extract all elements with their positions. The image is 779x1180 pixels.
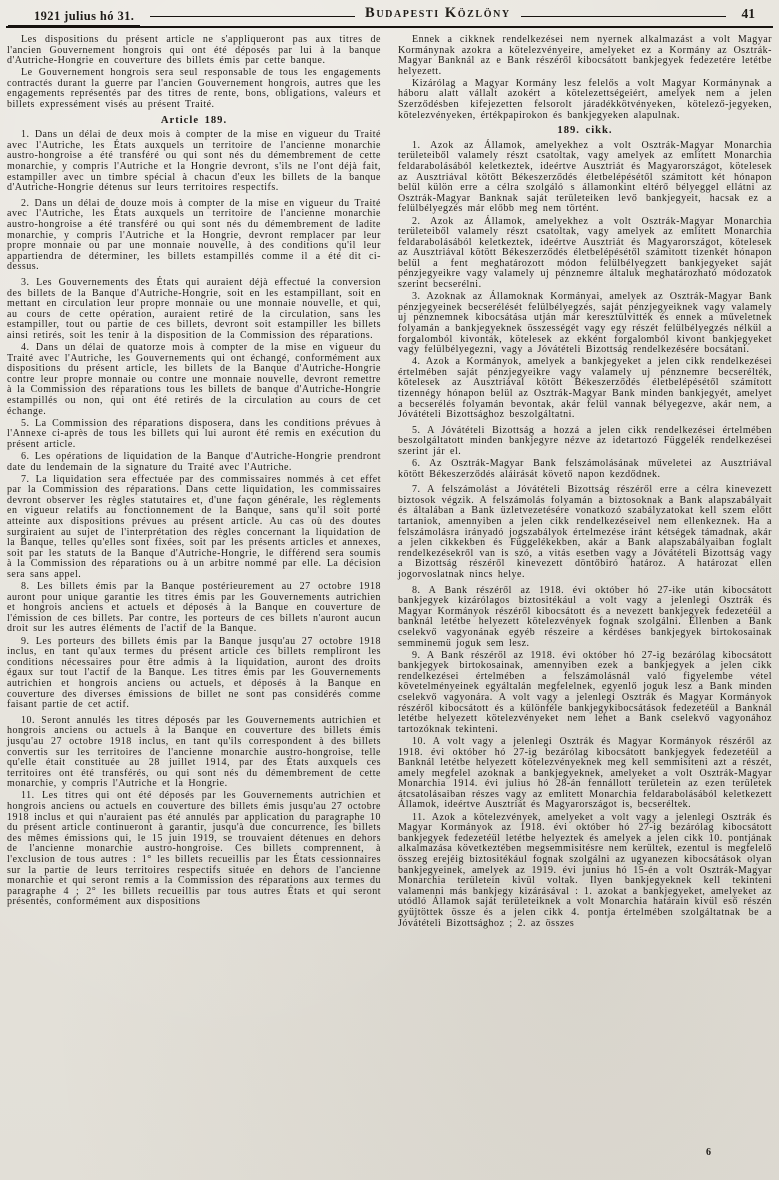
paragraph: 2. Dans un délai de douze mois à compter de la mise en vigueur du Traité avec l'Autriche, les États auxquels un territoire de l'ancienne monarchie austro-hongroise a été transféré ou qui sont nés du démembrement de ladite monarchie, y compris l'Autriche et la Hongrie, devront remplacer par leur propre monnaie ou par une monnaie nouvelle, à des conditions qu'il leur appartiendra de déterminer, les billets estampillés comme il a été dit ci-dessus.	[7, 197, 381, 273]
article-body	[6, 28, 773, 1150]
paragraph: 10. Seront annulés les titres déposés par les Gouvernements autrichien et hongrois anciens ou actuels à la Banque en couverture des billets émis jusqu'au 27 octobre 1918 inclus, en tant qu'ils correspondent à des billets convertis sur les territoires de l'ancienne monarchie austro-hongroise, telle qu'elle était constituée au 28 juillet 1914, par des États auxquels ces territoires ont été transférés, ou qui sont nés du démembrement de cette monarchie, y compris l'Autriche et la Hongrie.	[7, 714, 381, 790]
signature-mark: 6	[706, 1147, 711, 1158]
paragraph: 3. Les Gouvernements des États qui auraient déjà effectué la conversion des billets de la Banque d'Autriche-Hongrie, soit en les estampillant, soit en mettant en circulation leur propre monnaie ou une monnaie nouvelle, et qui, au cours de cette opération, auraient retiré de la circulation, sans les estampiller, tout ou partie de ces billets, devront soit estampiller les billets ainsi retirés, soit les tenir à la disposition de la Commission des réparations.	[7, 276, 381, 341]
paragraph: 9. Les porteurs des billets émis par la Banque jusqu'au 27 octobre 1918 inclus, en tant qu'aux termes du présent article ces billets rempliront les conditions nécessaires pour être admis à la liquidation, auront des droits égaux sur tout l'actif de la Banque. Les titres émis par les Gouvernements autrichien et hongrois anciens ou actuels, et déposés à la Banque en couverture des diverses émissions de billet ne sont pas considérés comme faisant partie de cet actif.	[7, 635, 381, 711]
masthead-rule-left	[150, 16, 355, 17]
masthead-title: Budapesti Közlöny	[365, 5, 511, 21]
column-hungarian	[398, 35, 772, 1150]
paragraph: 8. A Bank részéről az 1918. évi október hó 27-ike után kibocsátott bankjegyek kizárólagos biztositékául a volt vagy a jelenlegi Osztrák és Magyar Kormányok részéről kibocsátott és a nevezett bankjegyek fedezetéül a banknál letétbe helyezett kötelezvények fognak szolgálni. Ellenben a Bank cselekvő vagyonának egyéb részeire a kérdéses bankjegyek birtokosainak semminemü joguk sem lesz.	[398, 584, 772, 649]
masthead-date: 1921 julius hó 31.	[8, 9, 140, 27]
paragraph: 7. La liquidation sera effectuée par des commissaires nommés à cet effet par la Commission des réparations. Dans cette liquidation, les commissaires devront observer les règles statutaires et, d'une façon générale, les règlements en vigueur relatifs au fonctionnement de la Banque, sans qu'il soit porté atteinte aux dispositions prévues au présent article. Au cas où des doutes surgiraient au sujet de l'interprétation des règles concernant la liquidation de la Banque, telles qu'elles sont fixées, soit par les présents articles et annexes, soit par les statuts de la Banque d'Autriche-Hongrie, le différend sera soumis à la Commission des réparations ou à un arbitre nommé par elle. La décision sera sans appel.	[7, 473, 381, 580]
paragraph: Les dispositions du présent article ne s'appliqueront pas aux titres de l'ancien Gouvernement hongrois qui ont été déposés par lui à la banque d'Autriche-Hongrie en couverture des billets émis par cette banque.	[7, 34, 381, 67]
paragraph: Ennek a cikknek rendelkezései nem nyernek alkalmazást a volt Magyar Kormánynak azokra a kötelezvényeire, amelyeket ez a Kormány az Osztrák-Magyar Banknál az e Bank részéről kibocsátott bankjegyek fedezetére letétbe helyezett.	[398, 34, 772, 77]
paragraph: 10. A volt vagy a jelenlegi Osztrák és Magyar Kormányok részéről az 1918. évi október hó 27-ig bezárólag kibocsátott bankjegyek fedezetéül a Banknál letétbe helyezett kötelezvényeknek meg kell semmisiteni azt a részét, amely megfelel azoknak a bankjegyeknek, amelyeket a volt Osztrák-Magyar Monarchia 1914. évi julius hó 28-án fennállott területein az ezen területek átcsatolásaiban részes vagy az emlitett Monarchia feldarabolásából keletkezett Államok, ideértve Ausztriát és Magyarországot is, becseréltek.	[398, 735, 772, 811]
paragraph: 8. Les billets émis par la Banque postérieurement au 27 octobre 1918 auront pour unique garantie les titres émis par les Gouvernements autrichien et hongrois anciens et actuels et déposés à la Banque en couverture de l'émission de ces billets. Par contre, les porteurs de ces billets n'auront aucun droit sur les autres éléments de l'actif de la Banque.	[7, 581, 381, 635]
paragraph: 2. Azok az Államok, amelyekhez a volt Osztrák-Magyar Monarchia területeiből valamely részt csatoltak, vagy amelyek az emlitett Monarchia feldarabolásából keletkeztek, ideértve Ausztriát és Magyarországot, kötelesek az Ausztriával kötött Békeszerződés életbelépésétől számitott tizenkét hónapon belül a fent meghatározott módon felülbélyegzett bankjegyeket saját pénzjegyeikre vagy valamely uj pénznemre általuk meghatározható módozatok szerint becserélni.	[398, 215, 772, 291]
paragraph: 1. Dans un délai de deux mois à compter de la mise en vigueur du Traité avec l'Autriche, les États auxquels un territoire de l'ancienne monarchie austro-hongroise a été transféré ou qui sont nés du démembrement de cette monarchie, y compris l'Autriche et la Hongrie devront, s'ils ne l'ont déjà fait, estampiller avec un timbre spécial à chacun d'eux les billets de la banque d'Autriche-Hongrie détenus sur leurs territoires respectifs.	[7, 129, 381, 194]
paragraph: 6. Az Osztrák-Magyar Bank felszámolásának műveletei az Ausztriával kötött Békeszerződés aláirását követő napon kezdődnek.	[398, 458, 772, 480]
paragraph: 11. Les titres qui ont été déposés par les Gouvernements autrichien et hongrois anciens ou actuels en couverture des billets émis jusqu'au 27 octobre 1918 inclus et qui n'auraient pas été annulés par application du paragraphe 10 du présent article continueront à garantir, jusqu'à due concurrence, les billets des mêmes émissions qui, le 15 juin 1919, se trouvaient détenues en dehors de l'ancienne monarchie austro-hongroise. Ces billets comprennent, à l'exclusion de tous autres : 1° les billets recueillis par les États cessionnaires sur la partie de leurs territoires respectifs située en dehors de l'ancienne monarchie et qui seront remis a la Commission des réparations aux termes du paragraphe 4 ; 2° les billets recueillis par tous autres États et qui seront présentés, conformément aux dispositions	[7, 790, 381, 908]
column-french	[7, 35, 381, 1150]
paragraph: 4. Dans un délai de quatorze mois à compter de la mise en vigueur du Traité avec l'Autriche, les Gouvernements qui ont échangé, conformément aux dispositions du présent article, les billets de la Banque d'Autriche-Hongrie contre leur propre monnaie ou contre une monnaie nouvelle, devront remettre à la Commission des réparations tous les billets de banque d'Autriche-Hongrie estampillés ou non, qui ont été retirés de la circulation au cours de cet échange.	[7, 342, 381, 417]
masthead-page-number: 41	[741, 6, 755, 21]
masthead-rule-right	[521, 16, 726, 17]
paragraph: 1. Azok az Államok, amelyekhez a volt Osztrák-Magyar Monarchia területeiből valamely részt csatoltak, vagy amelyek az emlitett Monarchia feldarabolásából keletkeztek, ideértve Ausztriát és Magyarországot, kötelesek az Ausztriával kötött Békeszerződés életbelépésétől számitott két hónapon belül külön erre a célra szolgáló s államonkint eltérő bélyeggel ellátni az Osztrák-Magyar Banknak saját területeiken levő bankjegyeit, hacsak ez a felülbélyegzés már előbb meg nem történt.	[398, 139, 772, 215]
paragraph: 9. A Bank részéről az 1918. évi október hó 27-ig bezárólag kibocsátott bankjegyek birtokosainak, amennyiben ezek a bankjegyek a jelen cikk rendelkezései értelmében a felszámolásnál való figyelembe vétel követelményeinek egyáltalán megfelelnek, egyenlő joguk lesz a Bank minden cselekvő vagyonára. A volt vagy a jelenlegi Osztrák és Magyar Kormányok részéről kibocsátott és a különféle bankjegykibocsátások fedezetéül a Banknál letétbe helyezett kötelezvényeket nem lehet a Bank cselekvő vagyonához tartozóknak tekinteni.	[398, 649, 772, 735]
paragraph: 4. Azok a Kormányok, amelyek a bankjegyeket a jelen cikk rendelkezései értelmében saját pénzjegyeikre vagy valamely uj pénznemre becserélték, kötelesek az Ausztriával kötött Békeszerződés életbelépésétől számított tizennégy hónapon belül az Osztrák-Magyar Bank minden bankjegyét, amelyet a becserélés folyamán bevontak, akár felül vannak bélyegezve, akár nem, a Jóvátételi Bizottsághoz beszolgáltatni.	[398, 356, 772, 421]
masthead	[6, 4, 773, 28]
paragraph: Kizárólag a Magyar Kormány lesz felelős a volt Magyar Kormánynak a háboru alatt vállalt azokért a kötelezettségeiért, amelyek nem a jelen Szerződésben kifejezetten felsorolt járadékkötvényeken, kötelező-jegyeken, kötelezvényeken, értékpapirokon és bankjegyeken alapulnak.	[398, 77, 772, 121]
article-heading: Article 189.	[160, 114, 228, 126]
paragraph: 11. Azok a kötelezvények, amelyeket a volt vagy a jelenlegi Osztrák és Magyar Kormányok az 1918. évi október hó 27-ig bezárólag kibocsátott bankjegyek fedezetéül letétbe helyeztek és amelyek a jelen cikk 10. pontjának alkalmazása következtében megsemmisitésre nem kerültek, ezentul is megfelelő összeg erejéig biztositékául fognak szolgálni az ugyanezen kibocsátások olyan bankjegyeinek, amelyek az 1919. évi junius hó 15-én a volt Osztrák-Magyar Monarchia területein kivül voltak. Ilyen bankjegyeknek kell tekinteni valamenni más bankjegy kizárásával : 1. azokat a bankjegyeket, amelyeket az utódló Államok saját területeiknek a volt Monarchia határain kivül eső részén gyüjtöttek össze és a jelen cikk 4. pontja értelmében szolgáltatnak be a Jóvátételi Bizottsághoz ; 2. az összes	[398, 811, 772, 929]
paragraph: 7. A felszámolást a Jóvátételi Bizottság részéről erre a célra kinevezett biztosok végzik. A felszámolás folyamán a biztosoknak a Bank alapszabályait és általában a Bank üzletvezetésére vonatkozó szabályzatokat kell szem előtt tartaniok, amennyiben a jelen cikk rendelkezéseivel nem ellenkeznek. Ha a felszámolásra irányadó jogszabályok értelmezése iránt kétségek támadnak, akár a jelen cikkekben és Függelékekben, akár a Bank alapszabályaiban foglalt rendelkezésekről van is szó, a vitás esetben vagy a Jóvátételi Bizottság vagy a Bizottság részéről kinevezett döntőbiró határoz. A határozat ellen jogorvoslatnak nincs helye.	[398, 484, 772, 580]
paragraph: 5. A Jóvátételi Bizottság a hozzá a jelen cikk rendelkezései értelmében beszolgáltatott minden bankjegyre nézve az idetartozó Függelék rendelkezései szerint jár el.	[398, 424, 772, 457]
paragraph: Le Gouvernement hongrois sera seul responsable de tous les engagements contractés durant la guerre par l'ancien Gouvernement hongrois, autres que les engagements représentés par des titres de rente, bons, obligations, valeurs et billets expressément visés au présent Traité.	[7, 67, 381, 111]
article-heading: 189. cikk.	[557, 125, 613, 137]
paragraph: 3. Azoknak az Államoknak Kormányai, amelyek az Osztrák-Magyar Bank pénzjegyeinek becserélését felülbélyegzés, saját pénzjegyeiknek vagy valamely uj pénznemnek kibocsátása utján már keresztülvitték és ennek a műveletnek folyamán a bankjegyeknek összességét vagy egy részét felülbélyegzés nélkül a forgalomból kivonták, kötelesek az ekként forgalomból kivont bankjegyeket vagy felülbélyegezni, vagy a Jóvátételi Bizottság rendelkezésére bocsátani.	[398, 291, 772, 356]
paragraph: 5. La Commission des réparations disposera, dans les conditions prévues à l'Annexe ci-après de tous les billets qui lui auront été remis en exécution du présent article.	[7, 417, 381, 450]
paragraph: 6. Les opérations de liquidation de la Banque d'Autriche-Hongrie prendront date du lendemain de la signature du Traité avec l'Autriche.	[7, 450, 381, 473]
